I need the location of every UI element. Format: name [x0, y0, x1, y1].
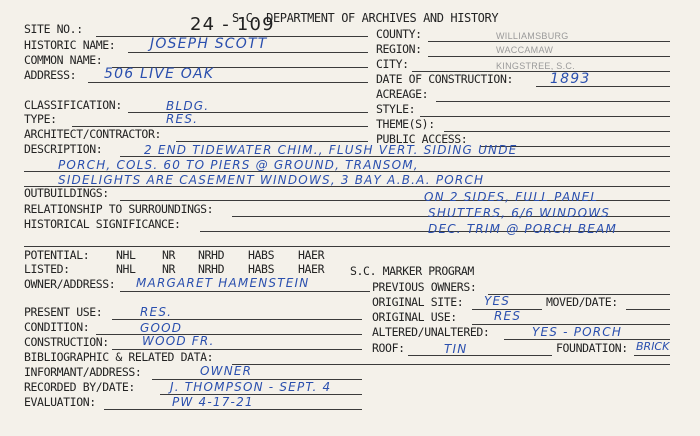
- listed-haer: HAER: [298, 262, 325, 276]
- county-line: [428, 41, 670, 42]
- previous-owners-label: PREVIOUS OWNERS:: [372, 280, 477, 294]
- site-no-label: SITE NO.:: [24, 22, 83, 36]
- potential-habs: HABS: [248, 248, 275, 262]
- description-label: DESCRIPTION:: [24, 142, 103, 156]
- listed-nhl: NHL: [116, 262, 136, 276]
- owner-address-label: OWNER/ADDRESS:: [24, 277, 116, 291]
- listed-label: LISTED:: [24, 262, 70, 276]
- region-label: REGION:: [376, 42, 422, 56]
- region-stamp: WACCAMAW: [496, 45, 554, 55]
- city-label: CITY:: [376, 57, 409, 71]
- style-label: STYLE:: [376, 102, 416, 116]
- address-line: [88, 82, 368, 83]
- site-no-value: 24 - 109: [190, 14, 275, 35]
- informant-label: INFORMANT/ADDRESS:: [24, 365, 142, 379]
- potential-label: POTENTIAL:: [24, 248, 90, 262]
- owner-address-line: [120, 291, 370, 292]
- present-use-value: RES.: [140, 305, 173, 319]
- classification-value: BLDG.: [166, 99, 210, 113]
- potential-nr: NR: [162, 248, 176, 262]
- classification-label: CLASSIFICATION:: [24, 98, 122, 112]
- acreage-label: ACREAGE:: [376, 87, 429, 101]
- acreage-line: [436, 101, 670, 102]
- original-site-value: YES: [484, 294, 511, 308]
- present-use-line: [112, 319, 362, 320]
- roof-value: TIN: [444, 342, 468, 356]
- construction-label: CONSTRUCTION:: [24, 335, 109, 349]
- original-site-label: ORIGINAL SITE:: [372, 295, 464, 309]
- bibliographic-line: [232, 364, 670, 365]
- condition-label: CONDITION:: [24, 320, 90, 334]
- relationship-label: RELATIONSHIP TO SURROUNDINGS:: [24, 202, 214, 216]
- card-title: S.C. DEPARTMENT OF ARCHIVES AND HISTORY: [232, 11, 499, 25]
- roof-line: [408, 355, 552, 356]
- county-label: COUNTY:: [376, 27, 422, 41]
- type-label: TYPE:: [24, 112, 57, 126]
- classification-line: [128, 112, 368, 113]
- public-access-label: PUBLIC ACCESS:: [376, 132, 468, 146]
- condition-value: GOOD: [140, 321, 183, 335]
- condition-line: [96, 334, 362, 335]
- listed-nr: NR: [162, 262, 176, 276]
- architect-line: [176, 141, 368, 142]
- original-use-value: RES: [494, 309, 522, 323]
- address-value: 506 LIVE OAK: [104, 66, 215, 82]
- informant-value: OWNER: [200, 364, 253, 378]
- altered-label: ALTERED/UNALTERED:: [372, 325, 490, 339]
- historic-name-value: JOSEPH SCOTT: [150, 36, 268, 52]
- potential-nhl: NHL: [116, 248, 136, 262]
- marker-program-label: S.C. MARKER PROGRAM: [350, 264, 474, 278]
- potential-haer: HAER: [298, 248, 325, 262]
- evaluation-label: EVALUATION:: [24, 395, 96, 409]
- description-handwriting-5: SHUTTERS, 6/6 WINDOWS: [428, 206, 611, 220]
- date-construction-label: DATE OF CONSTRUCTION:: [376, 72, 513, 86]
- address-label: ADDRESS:: [24, 68, 77, 82]
- common-name-label: COMMON NAME:: [24, 53, 103, 67]
- listed-nrhd: NRHD: [198, 262, 225, 276]
- architect-label: ARCHITECT/CONTRACTOR:: [24, 127, 161, 141]
- region-line: [428, 56, 670, 57]
- foundation-value: BRICK: [636, 340, 670, 353]
- construction-value: WOOD FR.: [142, 334, 215, 348]
- outbuildings-label: OUTBUILDINGS:: [24, 186, 109, 200]
- listed-habs: HABS: [248, 262, 275, 276]
- owner-value: MARGARET HAMENSTEIN: [136, 276, 310, 290]
- description-handwriting-1: 2 END TIDEWATER CHIM., FLUSH VERT. SIDING UNDE: [144, 143, 518, 157]
- style-line: [420, 116, 670, 117]
- city-stamp: KINGSTREE, S.C.: [496, 61, 576, 71]
- themes-line: [444, 131, 670, 132]
- potential-nrhd: NRHD: [198, 248, 225, 262]
- evaluation-line: [104, 409, 362, 410]
- type-value: RES.: [166, 112, 199, 126]
- significance-line-2: [24, 246, 670, 247]
- moved-date-line: [626, 309, 670, 310]
- historic-name-line: [128, 52, 368, 53]
- bibliographic-label: BIBLIOGRAPHIC & RELATED DATA:: [24, 350, 214, 364]
- altered-value: YES - PORCH: [532, 325, 623, 339]
- roof-label: ROOF:: [372, 341, 405, 355]
- themes-label: THEME(S):: [376, 117, 435, 131]
- description-handwriting-3: SIDELIGHTS ARE CASEMENT WINDOWS, 3 BAY A.B.A. PORCH: [58, 173, 485, 187]
- foundation-label: FOUNDATION:: [556, 341, 628, 355]
- original-use-label: ORIGINAL USE:: [372, 310, 457, 324]
- evaluation-value: PW 4-17-21: [172, 395, 254, 409]
- recorded-by-label: RECORDED BY/DATE:: [24, 380, 135, 394]
- date-construction-value: 1893: [550, 71, 591, 87]
- description-handwriting-6: DEC. TRIM @ PORCH BEAM: [428, 222, 618, 236]
- moved-date-label: MOVED/DATE:: [546, 295, 618, 309]
- foundation-line: [634, 355, 670, 356]
- present-use-label: PRESENT USE:: [24, 305, 103, 319]
- recorded-by-value: J. THOMPSON - SEPT. 4: [170, 380, 332, 394]
- description-handwriting-2: PORCH, COLS. 60 TO PIERS @ GROUND, TRANSOM,: [58, 158, 419, 172]
- county-stamp: WILLIAMSBURG: [496, 31, 569, 41]
- historic-name-label: HISTORIC NAME:: [24, 38, 116, 52]
- significance-label: HISTORICAL SIGNIFICANCE:: [24, 217, 181, 231]
- description-handwriting-4: ON 2 SIDES, FULL PANEL: [424, 190, 599, 204]
